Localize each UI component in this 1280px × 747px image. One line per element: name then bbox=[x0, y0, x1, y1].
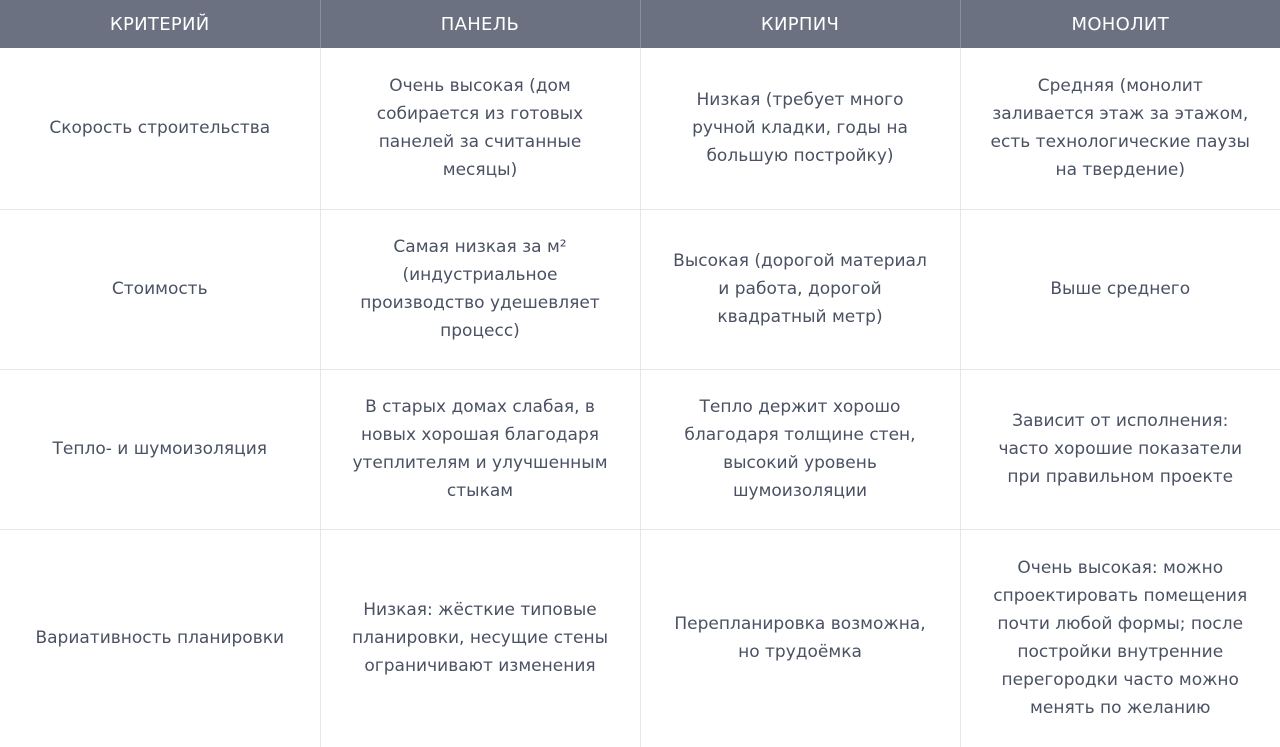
table-row bbox=[0, 369, 1280, 529]
cell-brick: Низкая (требует много ручной кладки, годы на большую постройку) bbox=[640, 48, 960, 209]
cell-monolith: Средняя (монолит заливается этаж за этажом, есть технологические паузы на твердение) bbox=[960, 48, 1280, 209]
header-brick: КИРПИЧ bbox=[640, 0, 960, 48]
header-row bbox=[0, 0, 1280, 48]
cell-monolith: Зависит от исполнения: часто хорошие показатели при правильном проекте bbox=[960, 369, 1280, 529]
table-row bbox=[0, 209, 1280, 369]
header-monolith: МОНОЛИТ bbox=[960, 0, 1280, 48]
cell-panel: Очень высокая (дом собирается из готовых панелей за считанные месяцы) bbox=[320, 48, 640, 209]
cell-criterion: Вариативность планировки bbox=[0, 529, 320, 747]
cell-criterion: Тепло- и шумоизоляция bbox=[0, 369, 320, 529]
cell-panel: Низкая: жёсткие типовые планировки, несущие стены ограничивают изменения bbox=[320, 529, 640, 747]
cell-brick: Перепланировка возможна, но трудоёмка bbox=[640, 529, 960, 747]
cell-monolith: Очень высокая: можно спроектировать помещения почти любой формы; после постройки внутренние перегородки часто можно менять по желанию bbox=[993, 558, 1248, 719]
cell-brick: Высокая (дорогой материал и работа, дорогой квадратный метр) bbox=[640, 209, 960, 369]
table-body bbox=[0, 48, 1280, 747]
header-panel: ПАНЕЛЬ bbox=[320, 0, 640, 48]
table-row bbox=[0, 48, 1280, 209]
cell-panel: В старых домах слабая, в новых хорошая благодаря утеплителям и улучшенным стыкам bbox=[320, 369, 640, 529]
cell-criterion: Скорость строительства bbox=[0, 48, 320, 209]
cell-monolith: Выше среднего bbox=[960, 209, 1280, 369]
cell-panel: Самая низкая за м² (индустриальное производство удешевляет процесс) bbox=[320, 209, 640, 369]
table-header bbox=[0, 0, 1280, 48]
header-criterion: КРИТЕРИЙ bbox=[0, 0, 320, 48]
table-row bbox=[0, 529, 1280, 747]
cell-brick: Тепло держит хорошо благодаря толщине стен, высокий уровень шумоизоляции bbox=[640, 369, 960, 529]
cell-criterion: Стоимость bbox=[0, 209, 320, 369]
